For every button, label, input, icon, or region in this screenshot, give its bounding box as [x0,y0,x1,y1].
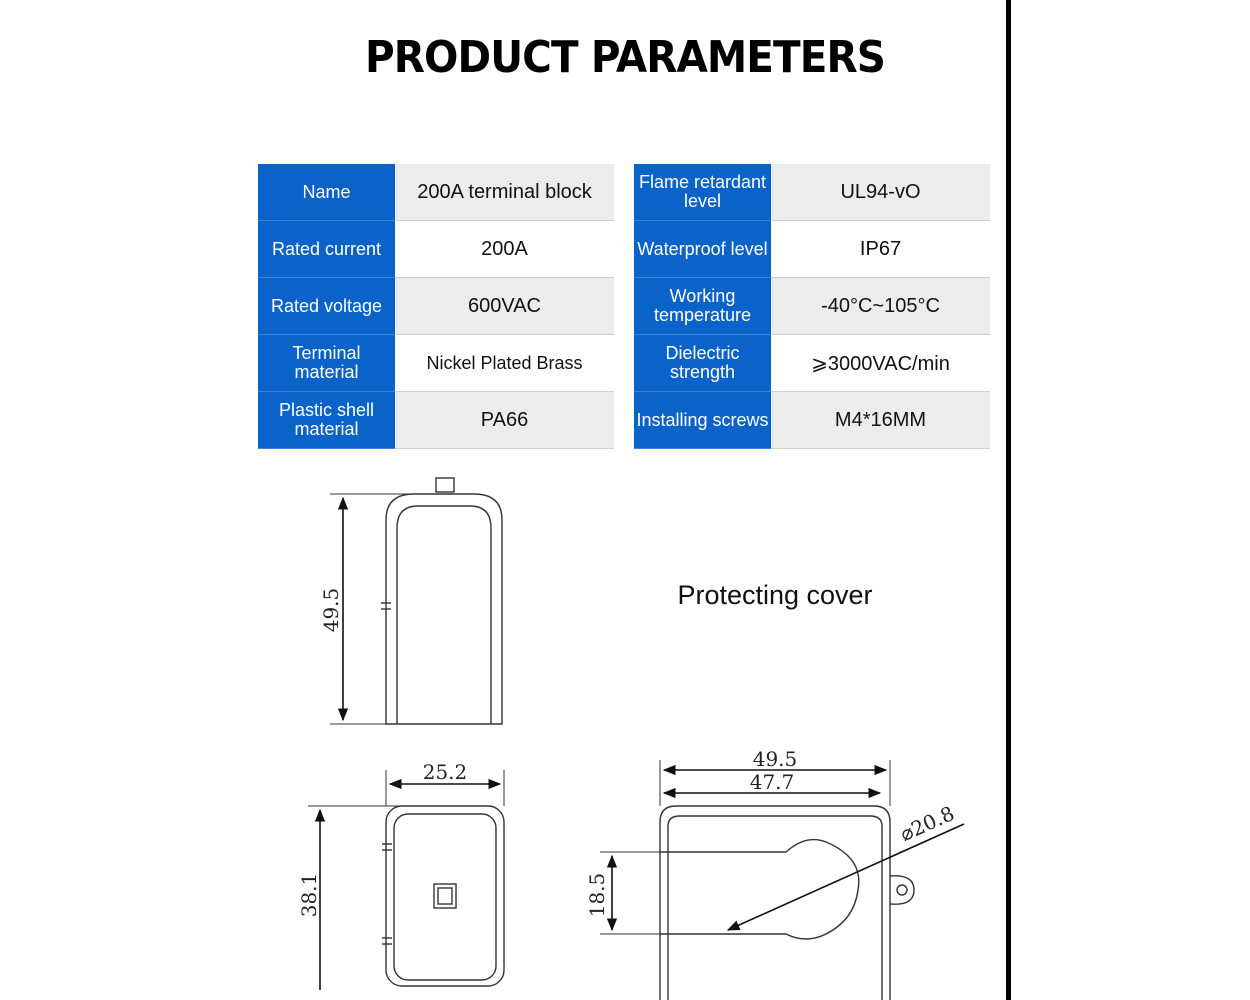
protecting-cover-caption: Protecting cover [677,580,873,610]
param-label: Waterproof level [634,221,771,278]
param-value: PA66 [395,392,614,449]
param-label: Rated voltage [258,278,395,335]
top-outer-length-dimension: 49.5 [752,747,798,771]
page-title: PRODUCT PARAMETERS [365,32,885,83]
param-value: 600VAC [395,278,614,335]
param-value: -40°C~105°C [771,278,990,335]
param-label: Plastic shell material [258,392,395,449]
param-label: Working temperature [634,278,771,335]
param-value: 200A [395,221,614,278]
top-view-drawing [600,760,914,1000]
param-label: Installing screws [634,392,771,449]
param-label: Flame retardant level [634,164,771,221]
param-value: ⩾3000VAC/min [771,335,990,392]
param-label: Terminal material [258,335,395,392]
top-inner-length-dimension: 47.7 [749,770,795,794]
hole-diameter-dimension: ⌀20.8 [896,801,958,847]
front-width-dimension: 25.2 [422,760,468,784]
front-view-drawing [308,770,504,986]
param-value: UL94-vO [771,164,990,221]
opening-height-dimension: 18.5 [585,872,609,918]
param-value: Nickel Plated Brass [395,335,614,392]
param-label: Name [258,164,395,221]
side-height-dimension: 49.5 [319,587,343,633]
side-view-drawing [330,478,502,724]
param-value: 200A terminal block [395,164,614,221]
param-value: IP67 [771,221,990,278]
param-label: Dielectric strength [634,335,771,392]
param-label: Rated current [258,221,395,278]
front-height-dimension: 38.1 [297,872,321,918]
param-value: M4*16MM [771,392,990,449]
